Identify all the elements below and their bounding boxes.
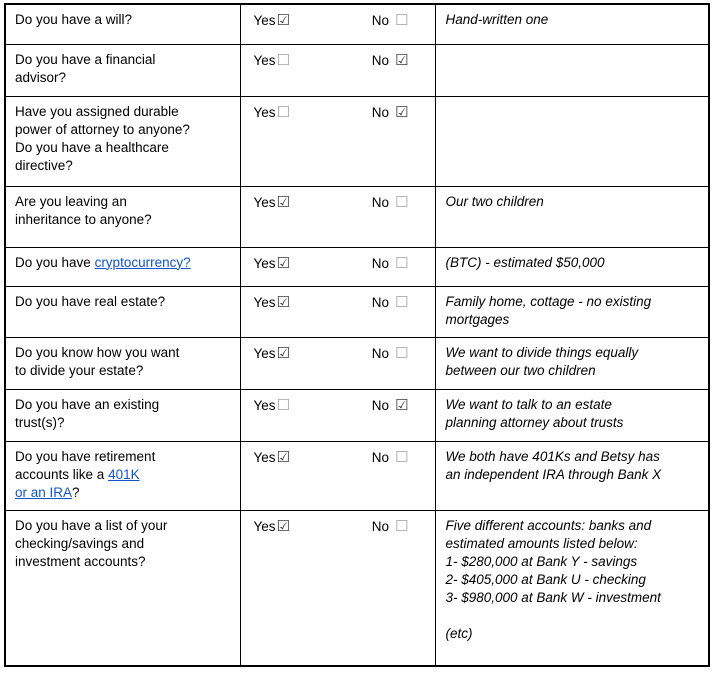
yes-checkbox[interactable]: ☑ bbox=[276, 192, 290, 211]
note-line: mortgages bbox=[445, 311, 510, 327]
note-line: We both have 401Ks and Betsy has bbox=[445, 448, 660, 464]
answers-group bbox=[254, 448, 409, 467]
answers-cell bbox=[240, 510, 435, 666]
no-label: No bbox=[371, 345, 390, 361]
no-label: No bbox=[371, 294, 390, 310]
note-line: Hand-written one bbox=[445, 12, 549, 27]
table-row bbox=[5, 286, 709, 337]
question-text: checking/savings and bbox=[15, 535, 145, 551]
no-option bbox=[372, 103, 409, 122]
no-option bbox=[372, 448, 409, 467]
yes-label: Yes bbox=[253, 397, 276, 413]
yes-checkbox[interactable]: ☑ bbox=[276, 253, 290, 272]
no-option bbox=[372, 11, 409, 30]
no-checkbox[interactable]: ☐ bbox=[395, 11, 409, 29]
answers-cell bbox=[240, 441, 435, 510]
no-checkbox[interactable]: ☐ bbox=[395, 447, 409, 466]
yes-label: Yes bbox=[253, 449, 276, 465]
note-line: Family home, cottage - no existing bbox=[445, 293, 652, 309]
notes-cell bbox=[435, 389, 709, 441]
question-cell bbox=[5, 510, 240, 666]
note-line: 3- $980,000 at Bank W - investment bbox=[445, 589, 661, 605]
table-row bbox=[5, 44, 709, 96]
question-cell bbox=[5, 389, 240, 441]
yes-option bbox=[254, 103, 290, 122]
question-text: Do you have real estate? bbox=[15, 293, 166, 309]
notes-cell bbox=[435, 247, 709, 286]
question-text: advisor? bbox=[15, 69, 67, 85]
question-text: Do you have a will? bbox=[15, 12, 133, 27]
no-checkbox[interactable]: ☐ bbox=[395, 292, 409, 311]
question-cell bbox=[5, 441, 240, 510]
yes-label: Yes bbox=[253, 345, 276, 361]
no-label: No bbox=[371, 518, 390, 534]
notes-cell bbox=[435, 510, 709, 666]
question-text: directive? bbox=[15, 157, 73, 173]
answers-cell bbox=[240, 389, 435, 441]
cryptocurrency-link[interactable]: cryptocurrency? bbox=[94, 254, 191, 270]
table-row bbox=[5, 510, 709, 666]
question-text: accounts like a bbox=[15, 466, 109, 482]
no-label: No bbox=[371, 13, 390, 28]
note-line: Our two children bbox=[445, 193, 544, 209]
question-text: ? bbox=[72, 484, 80, 500]
yes-checkbox[interactable]: ☐ bbox=[276, 102, 290, 121]
note-line: planning attorney about trusts bbox=[445, 414, 624, 430]
question-cell bbox=[5, 286, 240, 337]
yes-option bbox=[254, 51, 290, 70]
notes-cell bbox=[435, 96, 709, 186]
no-label: No bbox=[371, 194, 390, 210]
no-checkbox[interactable]: ☐ bbox=[395, 192, 409, 211]
question-cell bbox=[5, 186, 240, 247]
yes-label: Yes bbox=[253, 518, 276, 534]
answers-group bbox=[254, 517, 409, 536]
note-line: estimated amounts listed below: bbox=[445, 535, 638, 551]
table-row bbox=[5, 4, 709, 44]
no-option bbox=[372, 396, 409, 415]
yes-checkbox[interactable]: ☐ bbox=[276, 50, 290, 69]
answers-cell bbox=[240, 286, 435, 337]
question-text: Do you have a healthcare bbox=[15, 139, 169, 155]
yes-checkbox[interactable]: ☑ bbox=[276, 343, 290, 362]
answers-cell bbox=[240, 186, 435, 247]
estate-questionnaire-table bbox=[4, 3, 710, 667]
ira-link[interactable]: or an IRA bbox=[15, 484, 73, 500]
note-line: (etc) bbox=[445, 625, 473, 641]
401k-link[interactable]: 401K bbox=[108, 466, 140, 482]
table-body bbox=[5, 4, 709, 666]
yes-option bbox=[254, 193, 290, 212]
question-text: investment accounts? bbox=[15, 553, 146, 569]
note-line: 1- $280,000 at Bank Y - savings bbox=[445, 553, 638, 569]
yes-label: Yes bbox=[253, 13, 276, 28]
question-text: Do you have a financial bbox=[15, 51, 156, 67]
note-line bbox=[446, 607, 701, 625]
yes-checkbox[interactable]: ☑ bbox=[276, 292, 290, 311]
yes-option bbox=[254, 293, 290, 312]
no-option bbox=[372, 254, 409, 273]
yes-checkbox[interactable]: ☐ bbox=[276, 395, 290, 414]
yes-option bbox=[254, 517, 290, 536]
no-label: No bbox=[371, 449, 390, 465]
answers-group bbox=[254, 51, 409, 70]
question-text: Do you know how you want bbox=[15, 344, 180, 360]
answers-cell bbox=[240, 247, 435, 286]
question-text: inheritance to anyone? bbox=[15, 211, 152, 227]
question-cell bbox=[5, 247, 240, 286]
notes-cell bbox=[435, 337, 709, 389]
notes-cell bbox=[435, 4, 709, 44]
yes-option bbox=[254, 396, 290, 415]
yes-label: Yes bbox=[253, 194, 276, 210]
answers-cell bbox=[240, 4, 435, 44]
no-label: No bbox=[371, 104, 390, 120]
yes-label: Yes bbox=[253, 104, 276, 120]
question-cell bbox=[5, 96, 240, 186]
note-line: We want to talk to an estate bbox=[445, 396, 612, 412]
table-row bbox=[5, 186, 709, 247]
note-line: between our two children bbox=[445, 362, 596, 378]
no-label: No bbox=[371, 397, 390, 413]
answers-group bbox=[254, 344, 409, 363]
notes-cell bbox=[435, 441, 709, 510]
answers-group bbox=[254, 254, 409, 273]
question-text: Are you leaving an bbox=[15, 193, 127, 209]
table-row bbox=[5, 247, 709, 286]
yes-option bbox=[254, 448, 290, 467]
table-row bbox=[5, 441, 709, 510]
no-checkbox[interactable]: ☐ bbox=[395, 516, 409, 535]
question-text: Do you have a list of your bbox=[15, 517, 168, 533]
answers-group bbox=[254, 396, 409, 415]
notes-cell bbox=[435, 186, 709, 247]
yes-checkbox[interactable]: ☑ bbox=[276, 516, 290, 535]
notes-cell bbox=[435, 44, 709, 96]
note-line: an independent IRA through Bank X bbox=[445, 466, 662, 482]
answers-cell bbox=[240, 44, 435, 96]
no-option bbox=[372, 517, 409, 536]
answers-group bbox=[254, 103, 409, 122]
question-text: Do you have retirement bbox=[15, 448, 156, 464]
question-cell bbox=[5, 337, 240, 389]
yes-option bbox=[254, 254, 290, 273]
question-text: trust(s)? bbox=[15, 414, 65, 430]
no-checkbox[interactable]: ☑ bbox=[395, 395, 409, 414]
yes-checkbox[interactable]: ☑ bbox=[276, 447, 290, 466]
yes-option bbox=[254, 11, 290, 30]
no-option bbox=[372, 293, 409, 312]
no-option bbox=[372, 193, 409, 212]
notes-cell bbox=[435, 286, 709, 337]
no-checkbox[interactable]: ☑ bbox=[395, 102, 409, 121]
answers-group bbox=[254, 293, 409, 312]
no-checkbox[interactable]: ☑ bbox=[395, 50, 409, 69]
yes-label: Yes bbox=[253, 294, 276, 310]
question-text: Have you assigned durable bbox=[15, 103, 179, 119]
yes-checkbox[interactable]: ☑ bbox=[276, 11, 290, 29]
table-row bbox=[5, 389, 709, 441]
no-label: No bbox=[371, 52, 390, 68]
note-line: 2- $405,000 at Bank U - checking bbox=[445, 571, 646, 587]
answers-cell bbox=[240, 337, 435, 389]
yes-label: Yes bbox=[253, 52, 276, 68]
question-text: Do you have bbox=[15, 254, 95, 270]
note-line: We want to divide things equally bbox=[445, 344, 639, 360]
no-option bbox=[372, 51, 409, 70]
answers-group bbox=[254, 11, 409, 30]
question-cell bbox=[5, 44, 240, 96]
question-text: power of attorney to anyone? bbox=[15, 121, 190, 137]
yes-option bbox=[254, 344, 290, 363]
no-checkbox[interactable]: ☐ bbox=[395, 343, 409, 362]
yes-label: Yes bbox=[253, 255, 276, 271]
table-row bbox=[5, 337, 709, 389]
no-checkbox[interactable]: ☐ bbox=[395, 253, 409, 272]
table-row bbox=[5, 96, 709, 186]
answers-group bbox=[254, 193, 409, 212]
note-line: Five different accounts: banks and bbox=[445, 517, 652, 533]
question-text: Do you have an existing bbox=[15, 396, 160, 412]
no-option bbox=[372, 344, 409, 363]
question-cell bbox=[5, 4, 240, 44]
no-label: No bbox=[371, 255, 390, 271]
answers-cell bbox=[240, 96, 435, 186]
question-text: to divide your estate? bbox=[15, 362, 144, 378]
note-line: (BTC) - estimated $50,000 bbox=[445, 254, 605, 270]
